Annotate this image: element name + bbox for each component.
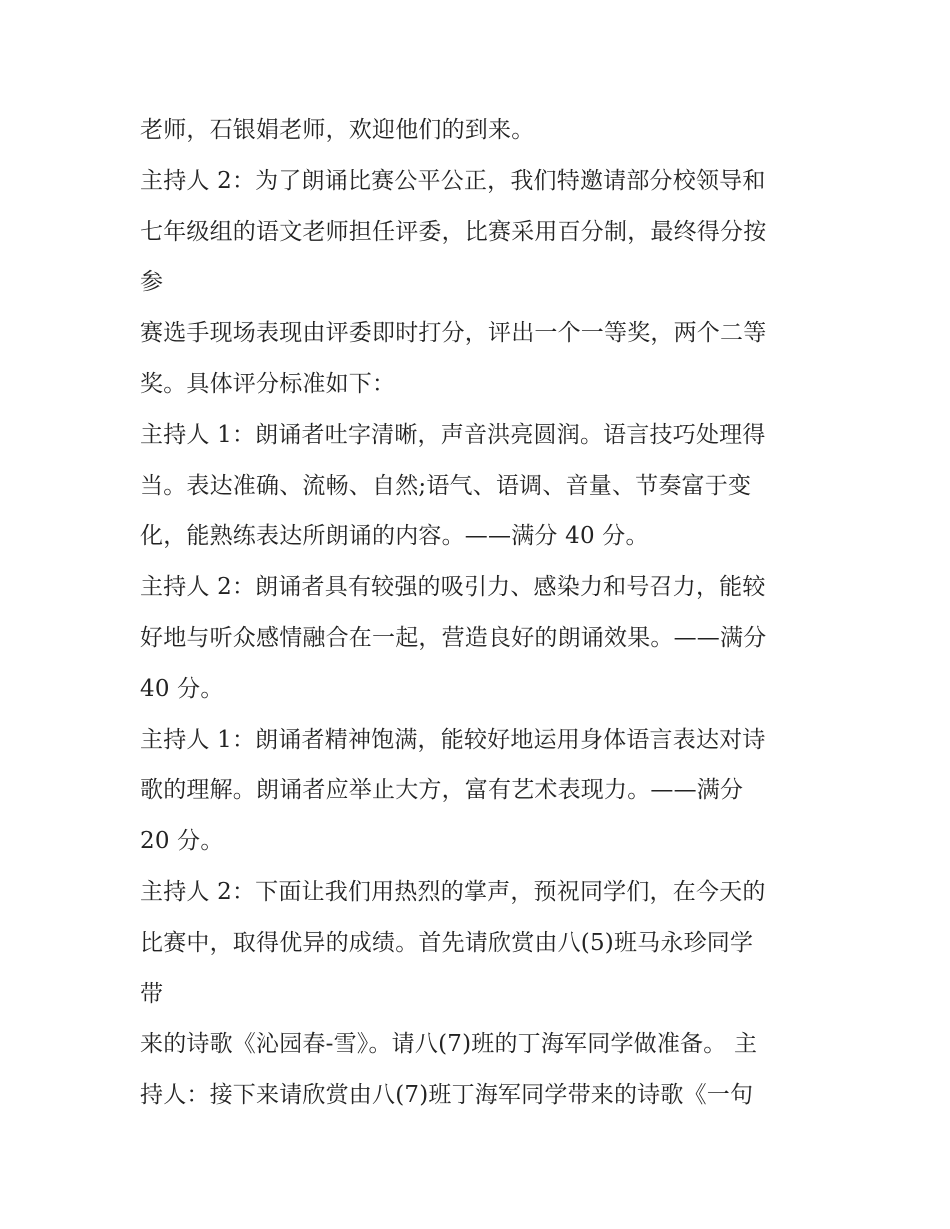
text-line: 奖。具体评分标准如下： [140, 370, 396, 397]
text-line: 主持人 2：为了朗诵比赛公平公正，我们特邀请部分校领导和 [140, 167, 766, 194]
text-line: 七年级组的语文老师担任评委，比赛采用百分制，最终得分按 [140, 218, 767, 245]
text-line: 比赛中，取得优异的成绩。首先请欣赏由八(5)班马永珍同学 [140, 929, 754, 956]
text-line: 歌的理解。朗诵者应举止大方，富有艺术表现力。——满分 [140, 777, 744, 804]
text-line: 带 [140, 980, 164, 1007]
document-body [140, 105, 820, 1121]
text-line: 好地与听众感情融合在一起，营造良好的朗诵效果。——满分 [140, 624, 767, 651]
text-line: 来的诗歌《沁园春-雪》。请八(7)班的丁海军同学做准备。 主 [140, 1031, 758, 1058]
text-line: 老师，石银娟老师，欢迎他们的到来。 [140, 117, 535, 143]
text-line: 主持人 1：朗诵者精神饱满，能较好地运用身体语言表达对诗 [140, 726, 766, 753]
text-line: 主持人 2：下面让我们用热烈的掌声，预祝同学们，在今天的 [140, 878, 766, 905]
text-line: 参 [140, 269, 164, 296]
text-line: 赛选手现场表现由评委即时打分，评出一个一等奖，两个二等 [140, 320, 767, 347]
text-line: 化，能熟练表达所朗诵的内容。——满分 40 分。 [140, 523, 649, 550]
text-line: 主持人 1：朗诵者吐字清晰，声音洪亮圆润。语言技巧处理得 [140, 421, 766, 448]
text-line: 40 分。 [140, 675, 224, 702]
text-line: 20 分。 [140, 828, 224, 855]
text-line: 持人：接下来请欣赏由八(7)班丁海军同学带来的诗歌《一句 [140, 1082, 754, 1109]
text-line: 当。表达准确、流畅、自然;语气、语调、音量、节奏富于变 [140, 472, 752, 499]
text-line: 主持人 2：朗诵者具有较强的吸引力、感染力和号召力，能较 [140, 574, 766, 601]
